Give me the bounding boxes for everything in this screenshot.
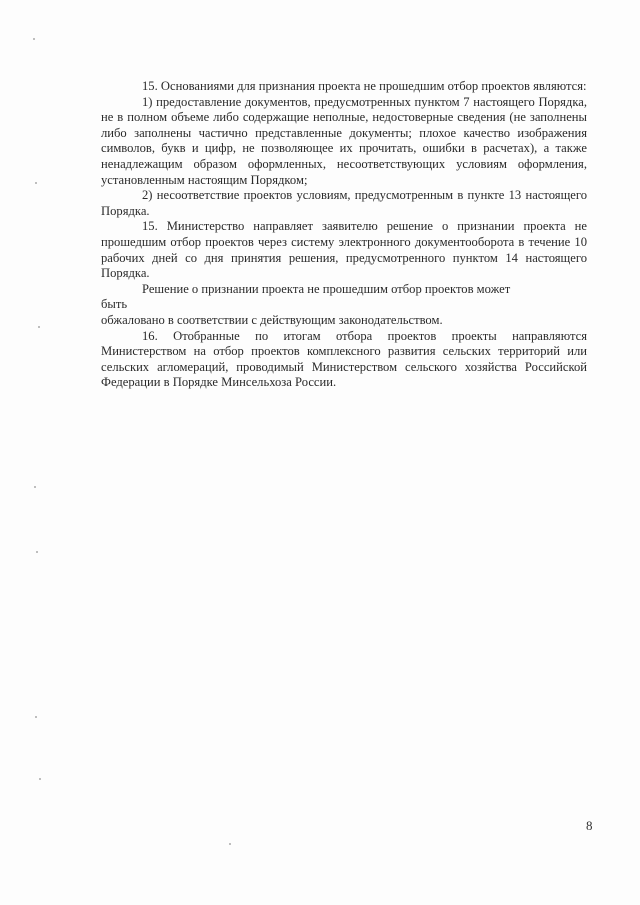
paragraph-item-2: 2) несоответствие проектов условиям, предусмотренным в пункте 13 настоящего Порядка. xyxy=(101,188,587,218)
scan-speck xyxy=(35,716,37,718)
scan-speck xyxy=(35,182,37,184)
paragraph-16: 16. Отобранные по итогам отбора проектов проекты направляются Министерством на отбор проектов комплексного развития сельских территорий или сельских агломераций, проводимый Министерством сельского хозяйства Российской Федерации в Порядке Минсельхоза России. xyxy=(101,328,587,390)
scan-speck xyxy=(33,38,35,40)
paragraph-15-notification: 15. Министерство направляет заявителю решение о признании проекта не прошедшим отбор проектов через систему электронного документооборота в течение 10 рабочих дней со дня принятия решения, предусмотренного пунктом 14 настоящего Порядка. xyxy=(101,219,587,281)
scan-speck xyxy=(229,843,231,845)
paragraph-item-1: 1) предоставление документов, предусмотренных пунктом 7 настоящего Порядка, не в полном объеме либо содержащие неполные, недостоверные сведения (не заполнены либо заполнены частично представленные документы; плохое качество изображения символов, букв и цифр, не позволяющее их прочитать, ошибки в расчетах), а также ненадлежащим образом оформленных, несоответствующих условиям оформления, установленным настоящим Порядком; xyxy=(101,94,587,187)
paragraph-appeal-continued: обжаловано в соответствии с действующим законодательством. xyxy=(101,312,443,327)
paragraph-appeal: Решение о признании проекта не прошедшим отбор проектов может быть xyxy=(101,281,511,312)
paragraph-15-grounds: 15. Основаниями для признания проекта не прошедшим отбор проектов являются: xyxy=(142,79,587,93)
scan-speck xyxy=(38,326,40,328)
document-body xyxy=(101,79,587,391)
scan-speck xyxy=(36,551,38,553)
scan-speck xyxy=(39,778,41,780)
page-number: 8 xyxy=(586,818,593,833)
scan-speck xyxy=(34,486,36,488)
